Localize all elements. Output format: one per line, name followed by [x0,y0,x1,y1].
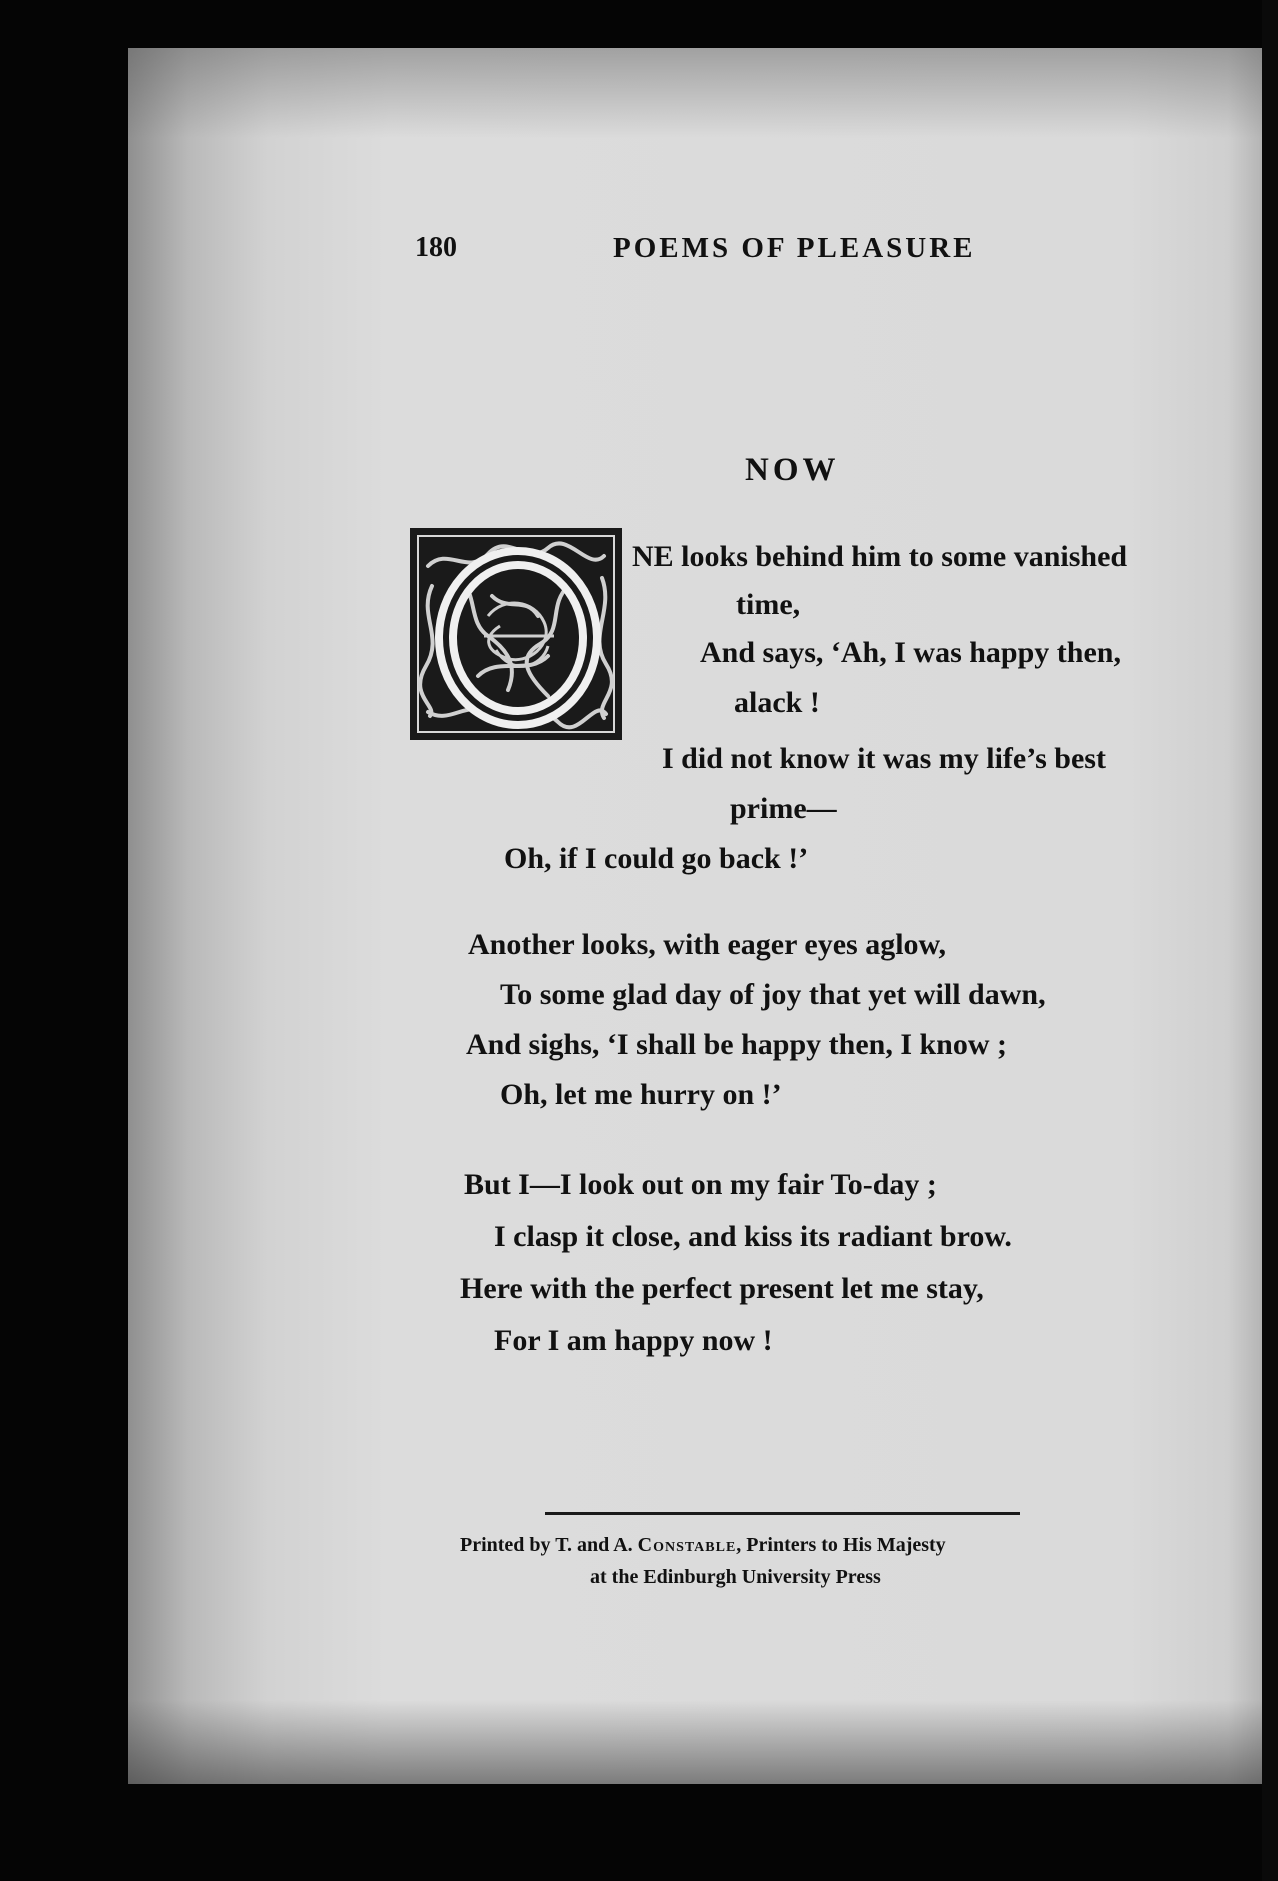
printer-imprint-line2: at the Edinburgh University Press [590,1566,881,1588]
poem-line: Oh, if I could go back !’ [504,842,809,875]
page-bottom-shadow [128,1700,1268,1784]
poem-line: To some glad day of joy that yet will dawn, [500,978,1046,1011]
poem-line: time, [736,588,801,621]
poem-line: And says, ‘Ah, I was happy then, [700,636,1121,669]
poem-title: NOW [745,452,840,488]
imprint-printer-name: Constable [637,1534,737,1556]
poem-line: And sighs, ‘I shall be happy then, I know ; [466,1028,1008,1061]
poem-line: prime— [730,792,837,825]
book-page [128,48,1268,1784]
poem-line: NE looks behind him to some vanished [632,540,1128,573]
printer-imprint-line1 [460,1534,946,1557]
poem-line: Oh, let me hurry on !’ [500,1078,782,1111]
drop-cap-ornament [408,526,624,742]
running-header [415,232,1005,272]
poem-line: alack ! [734,686,820,719]
poem-line: For I am happy now ! [494,1324,773,1357]
page-right-edge [1262,0,1278,1881]
poem-line: Here with the perfect present let me stay, [460,1272,984,1305]
imprint-prefix: Printed by T. and A. [460,1534,633,1556]
running-head-title: POEMS OF PLEASURE [613,232,976,264]
poem-line: I did not know it was my life’s best [662,742,1106,775]
poem-line: But I—I look out on my fair To-day ; [464,1168,937,1201]
imprint-suffix: , Printers to His Majesty [736,1534,946,1556]
ornamental-initial-o [408,526,624,742]
page-number: 180 [415,232,457,263]
page-top-shadow [128,48,1268,138]
poem-line: I clasp it close, and kiss its radiant brow. [494,1220,1012,1253]
footer-rule [545,1512,1020,1515]
poem-line: Another looks, with eager eyes aglow, [468,928,947,961]
